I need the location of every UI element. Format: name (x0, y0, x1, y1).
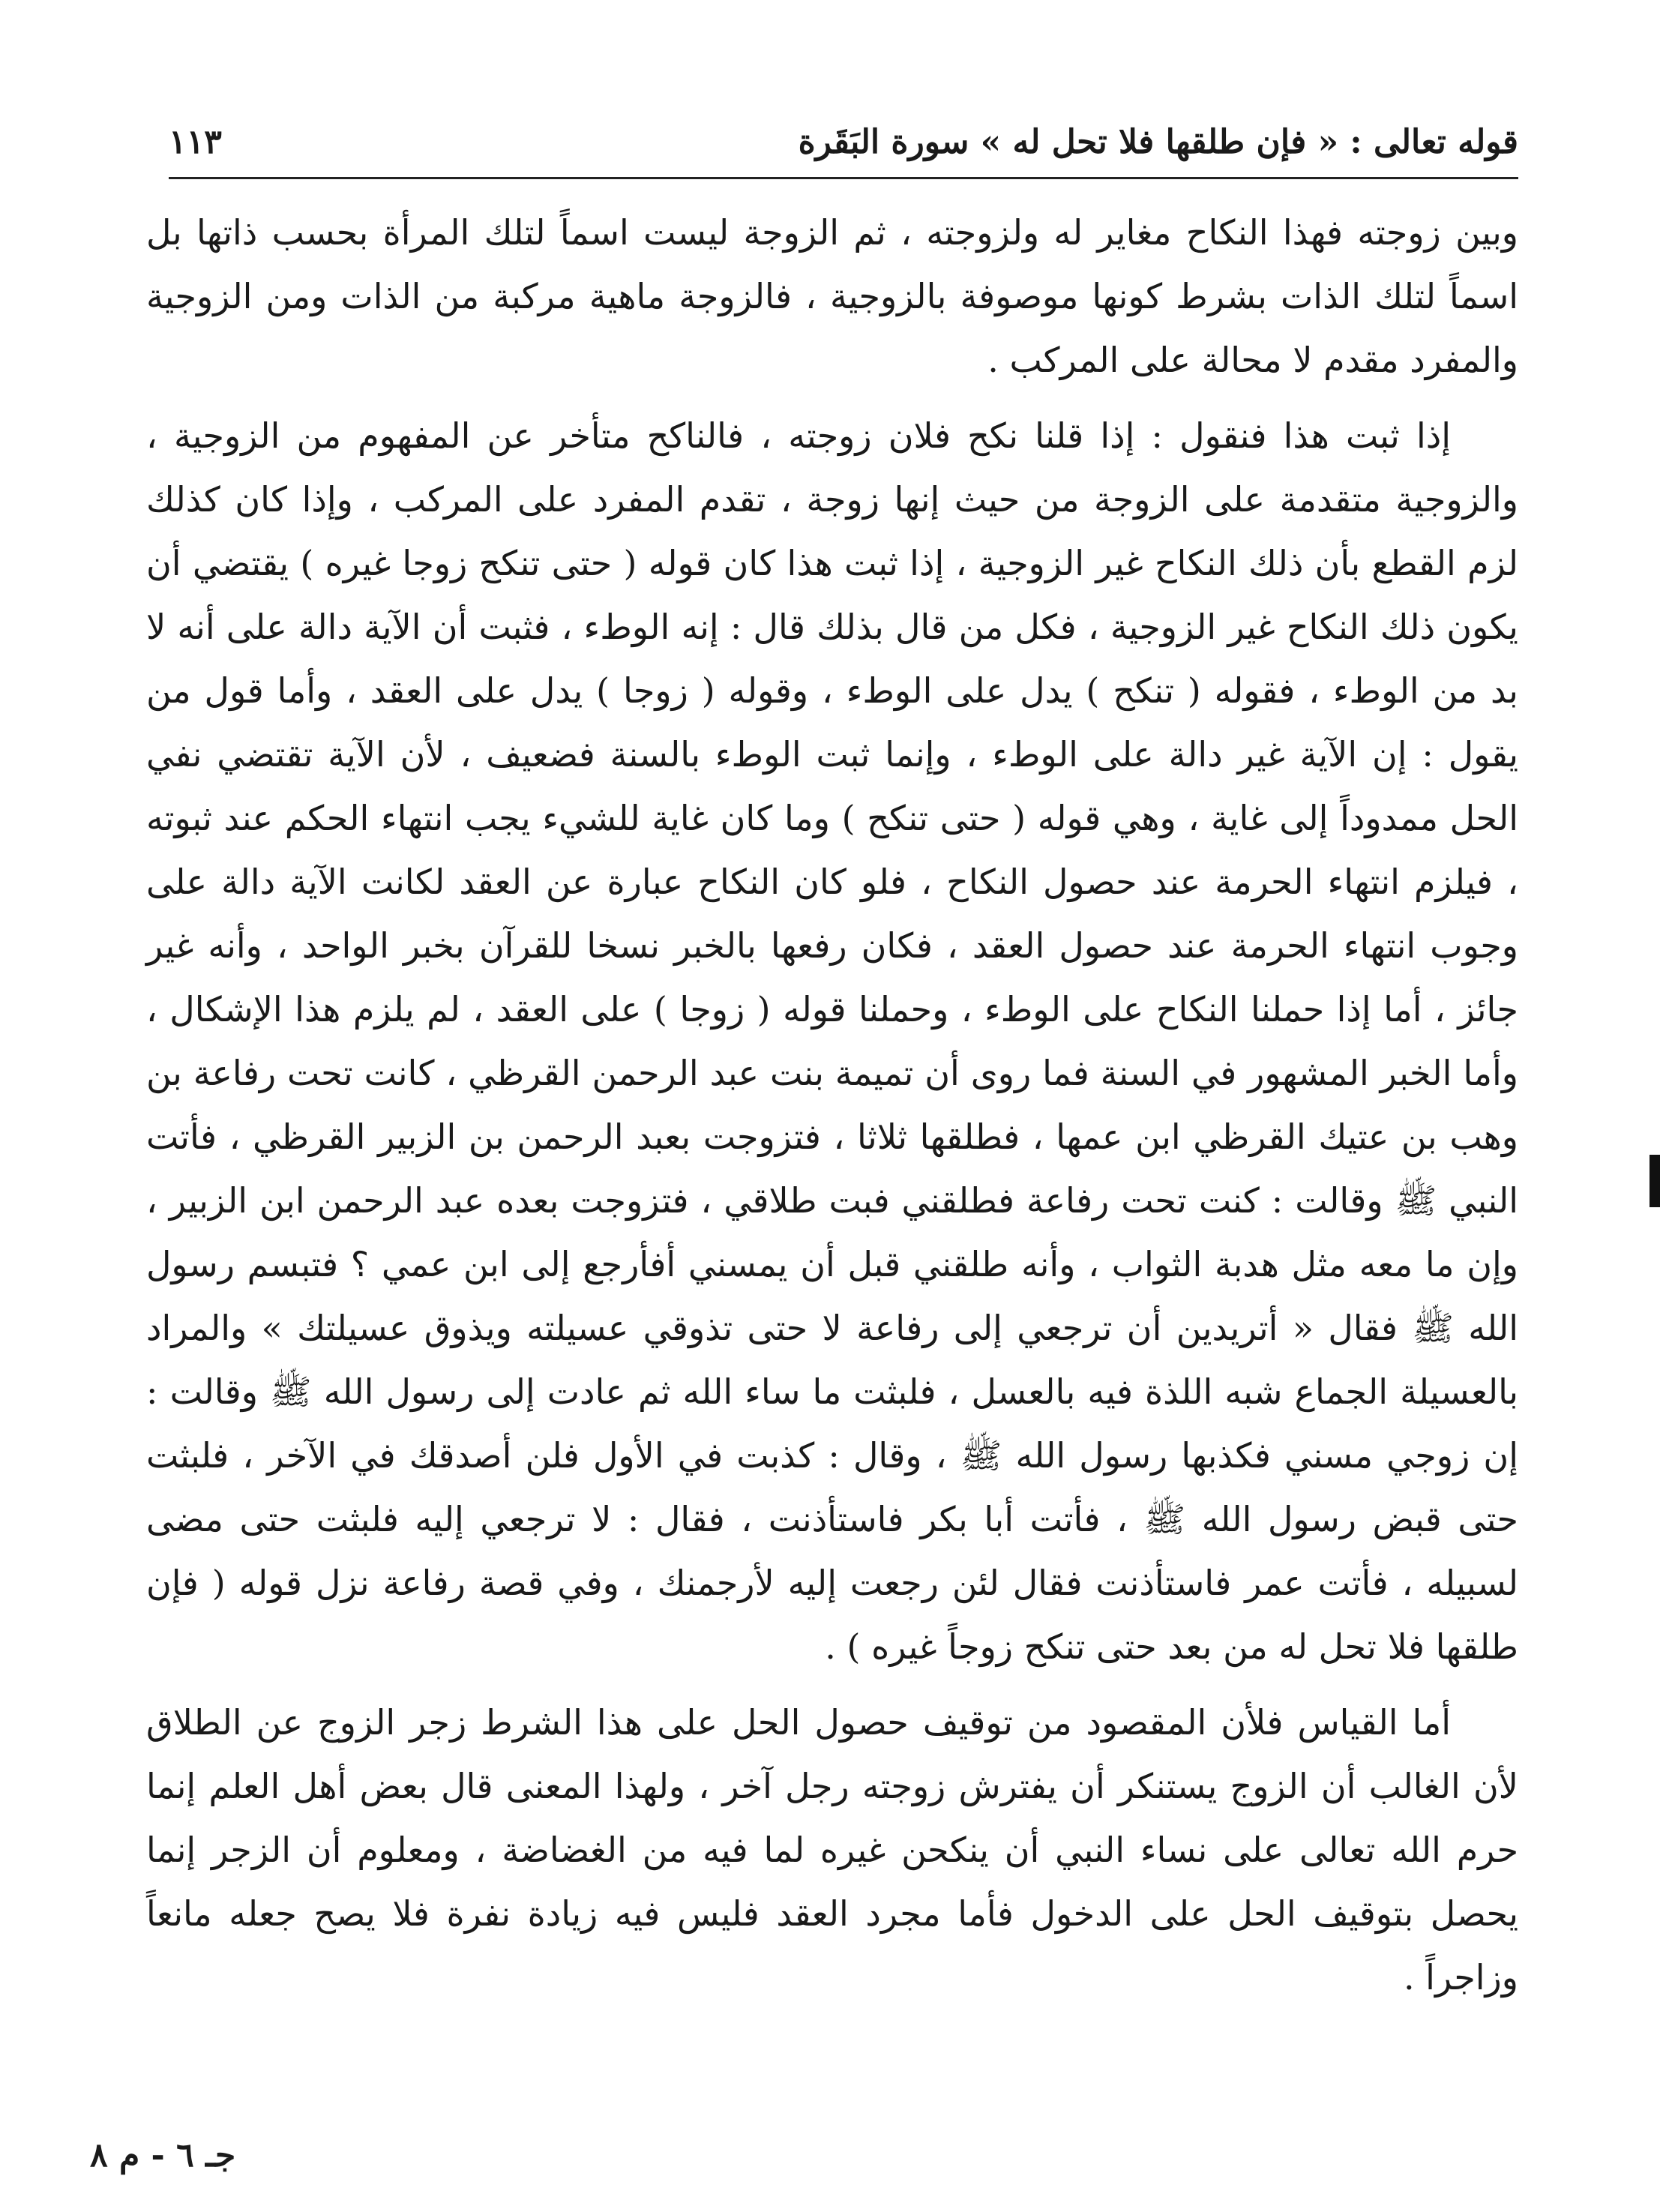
paragraph-2: إذا ثبت هذا فنقول : إذا قلنا نكح فلان زوجته ، فالناكح متأخر عن المفهوم من الزوجية ، والزوجية متقدمة على الزوجة من حيث إنها زوجة ، تقدم المفرد على المركب ، وإذا كان كذلك لزم القطع بأن ذلك النكاح غير الزوجية ، إذا ثبت هذا كان قوله ( حتى تنكح زوجا غيره ) يقتضي أن يكون ذلك النكاح غير الزوجية ، فكل من قال بذلك قال : إنه الوطء ، فثبت أن الآية دالة على أنه لا بد من الوطء ، فقوله ( تنكح ) يدل على الوطء ، وقوله ( زوجا ) يدل على العقد ، وأما قول من يقول : إن الآية غير دالة على الوطء ، وإنما ثبت الوطء بالسنة فضعيف ، لأن الآية تقتضي نفي الحل ممدوداً إلى غاية ، وهي قوله ( حتى تنكح ) وما كان غاية للشيء يجب انتهاء الحكم عند ثبوته ، فيلزم انتهاء الحرمة عند حصول النكاح ، فلو كان النكاح عبارة عن العقد لكانت الآية دالة على وجوب انتهاء الحرمة عند حصول العقد ، فكان رفعها بالخبر نسخا للقرآن بخبر الواحد ، وأنه غير جائز ، أما إذا حملنا النكاح على الوطء ، وحملنا قوله ( زوجا ) على العقد ، لم يلزم هذا الإشكال ، وأما الخبر المشهور في السنة فما روى أن تميمة بنت عبد الرحمن القرظي ، كانت تحت رفاعة بن وهب بن عتيك القرظي ابن عمها ، فطلقها ثلاثا ، فتزوجت بعبد الرحمن بن الزبير القرظي ، فأتت النبي ﷺ وقالت : كنت تحت رفاعة فطلقني فبت طلاقي ، فتزوجت بعده عبد الرحمن ابن الزبير ، وإن ما معه مثل هدبة الثواب ، وأنه طلقني قبل أن يمسني أفأرجع إلى ابن عمي ؟ فتبسم رسول الله ﷺ فقال « أتريدين أن ترجعي إلى رفاعة لا حتى تذوقي عسيلته ويذوق عسيلتك » والمراد بالعسيلة الجماع شبه اللذة فيه بالعسل ، فلبثت ما ساء الله ثم عادت إلى رسول الله ﷺ وقالت : إن زوجي مسني فكذبها رسول الله ﷺ ، وقال : كذبت في الأول فلن أصدقك في الآخر ، فلبثت حتى قبض رسول الله ﷺ ، فأتت أبا بكر فاستأذنت ، فقال : لا ترجعي إليه فلبثت حتى مضى لسبيله ، فأتت عمر فاستأذنت فقال لئن رجعت إليه لأرجمنك ، وفي قصة رفاعة نزل قوله ( فإن طلقها فلا تحل له من بعد حتى تنكح زوجاً غيره ) . (146, 415, 1518, 1667)
paragraph-1: وبين زوجته فهذا النكاح مغاير له ولزوجته ، ثم الزوجة ليست اسماً لتلك المرأة بحسب ذاتها بل اسماً لتلك الذات بشرط كونها موصوفة بالزوجية ، فالزوجة ماهية مركبة من الذات ومن الزوجية والمفرد مقدم لا محالة على المركب . (146, 212, 1518, 380)
signature-mark: جـ ٦ - م ٨ (90, 2136, 236, 2175)
page-number: ١١٣ (169, 123, 222, 161)
running-header (169, 112, 1518, 172)
margin-marker (1650, 1155, 1660, 1207)
page-body (146, 201, 1518, 2022)
paragraph-3: أما القياس فلأن المقصود من توقيف حصول الحل على هذا الشرط زجر الزوج عن الطلاق لأن الغالب أن الزوج يستنكر أن يفترش زوجته رجل آخر ، ولهذا المعنى قال بعض أهل العلم إنما حرم الله تعالى على نساء النبي أن ينكحن غيره لما فيه من الغضاضة ، ومعلوم أن الزجر إنما يحصل بتوقيف الحل على الدخول فأما مجرد العقد فليس فيه زيادة نفرة فلا يصح جعله مانعاً وزاجراً . (146, 1702, 1519, 1998)
header-title: قوله تعالى : « فإن طلقها فلا تحل له » سورة البَقَرة (798, 123, 1518, 161)
header-divider (169, 177, 1518, 179)
